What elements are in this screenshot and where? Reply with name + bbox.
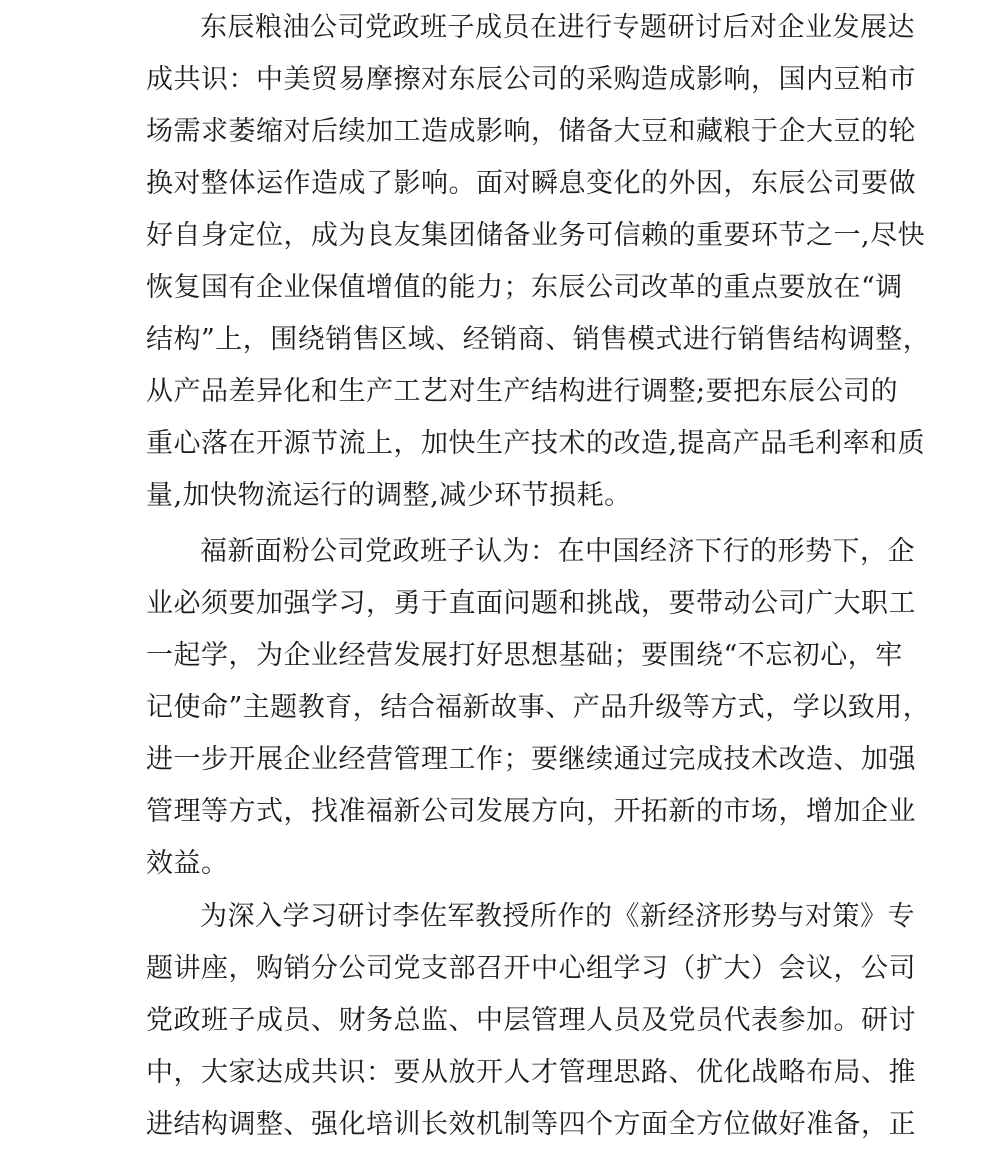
text-line: 恢复国有企业保值增值的能力；东辰公司改革的重点要放在“调 xyxy=(146,272,903,303)
paragraph-fuxin xyxy=(146,526,931,890)
text-line: 成共识：中美贸易摩擦对东辰公司的采购造成影响，国内豆粕市 xyxy=(146,64,916,95)
text-line: 福新面粉公司党政班子认为：在中国经济下行的形势下，企 xyxy=(200,536,915,567)
text-line: 业必须要加强学习，勇于直面问题和挑战，要带动公司广大职工 xyxy=(146,588,916,619)
text-line: 记使命”主题教育，结合福新故事、产品升级等方式，学以致用， xyxy=(146,692,931,723)
text-line: 换对整体运作造成了影响。面对瞬息变化的外因，东辰公司要做 xyxy=(146,168,916,199)
text-line: 进一步开展企业经营管理工作；要继续通过完成技术改造、加强 xyxy=(146,744,916,775)
paragraph-dongchen xyxy=(146,2,931,522)
text-line: 一起学，为企业经营发展打好思想基础；要围绕“不忘初心，牢 xyxy=(146,640,903,671)
text-line: 效益。 xyxy=(146,848,229,879)
text-line: 题讲座，购销分公司党支部召开中心组学习（扩大）会议，公司 xyxy=(146,953,916,984)
text-line: 重心落在开源节流上，加快生产技术的改造,提高产品毛利率和质 xyxy=(146,428,926,459)
text-line: 量,加快物流运行的调整,减少环节损耗。 xyxy=(146,480,632,511)
text-line: 为深入学习研讨李佐军教授所作的《新经济形势与对策》专 xyxy=(200,901,915,932)
text-line: 中，大家达成共识：要从放开人才管理思路、优化战略布局、推 xyxy=(146,1057,916,1088)
text-line: 从产品差异化和生产工艺对生产结构进行调整;要把东辰公司的 xyxy=(146,376,899,407)
text-line: 管理等方式，找准福新公司发展方向，开拓新的市场，增加企业 xyxy=(146,796,916,827)
text-line: 进结构调整、强化培训长效机制等四个方面全方位做好准备，正 xyxy=(146,1109,916,1140)
text-line: 好自身定位，成为良友集团储备业务可信赖的重要环节之一,尽快 xyxy=(146,220,926,251)
text-line: 结构”上，围绕销售区域、经销商、销售模式进行销售结构调整， xyxy=(146,324,931,355)
text-line: 场需求萎缩对后续加工造成影响，储备大豆和藏粮于企大豆的轮 xyxy=(146,116,916,147)
text-line: 东辰粮油公司党政班子成员在进行专题研讨后对企业发展达 xyxy=(200,12,915,43)
paragraph-purchase-sales xyxy=(146,891,916,1151)
text-line: 党政班子成员、财务总监、中层管理人员及党员代表参加。研讨 xyxy=(146,1005,916,1036)
